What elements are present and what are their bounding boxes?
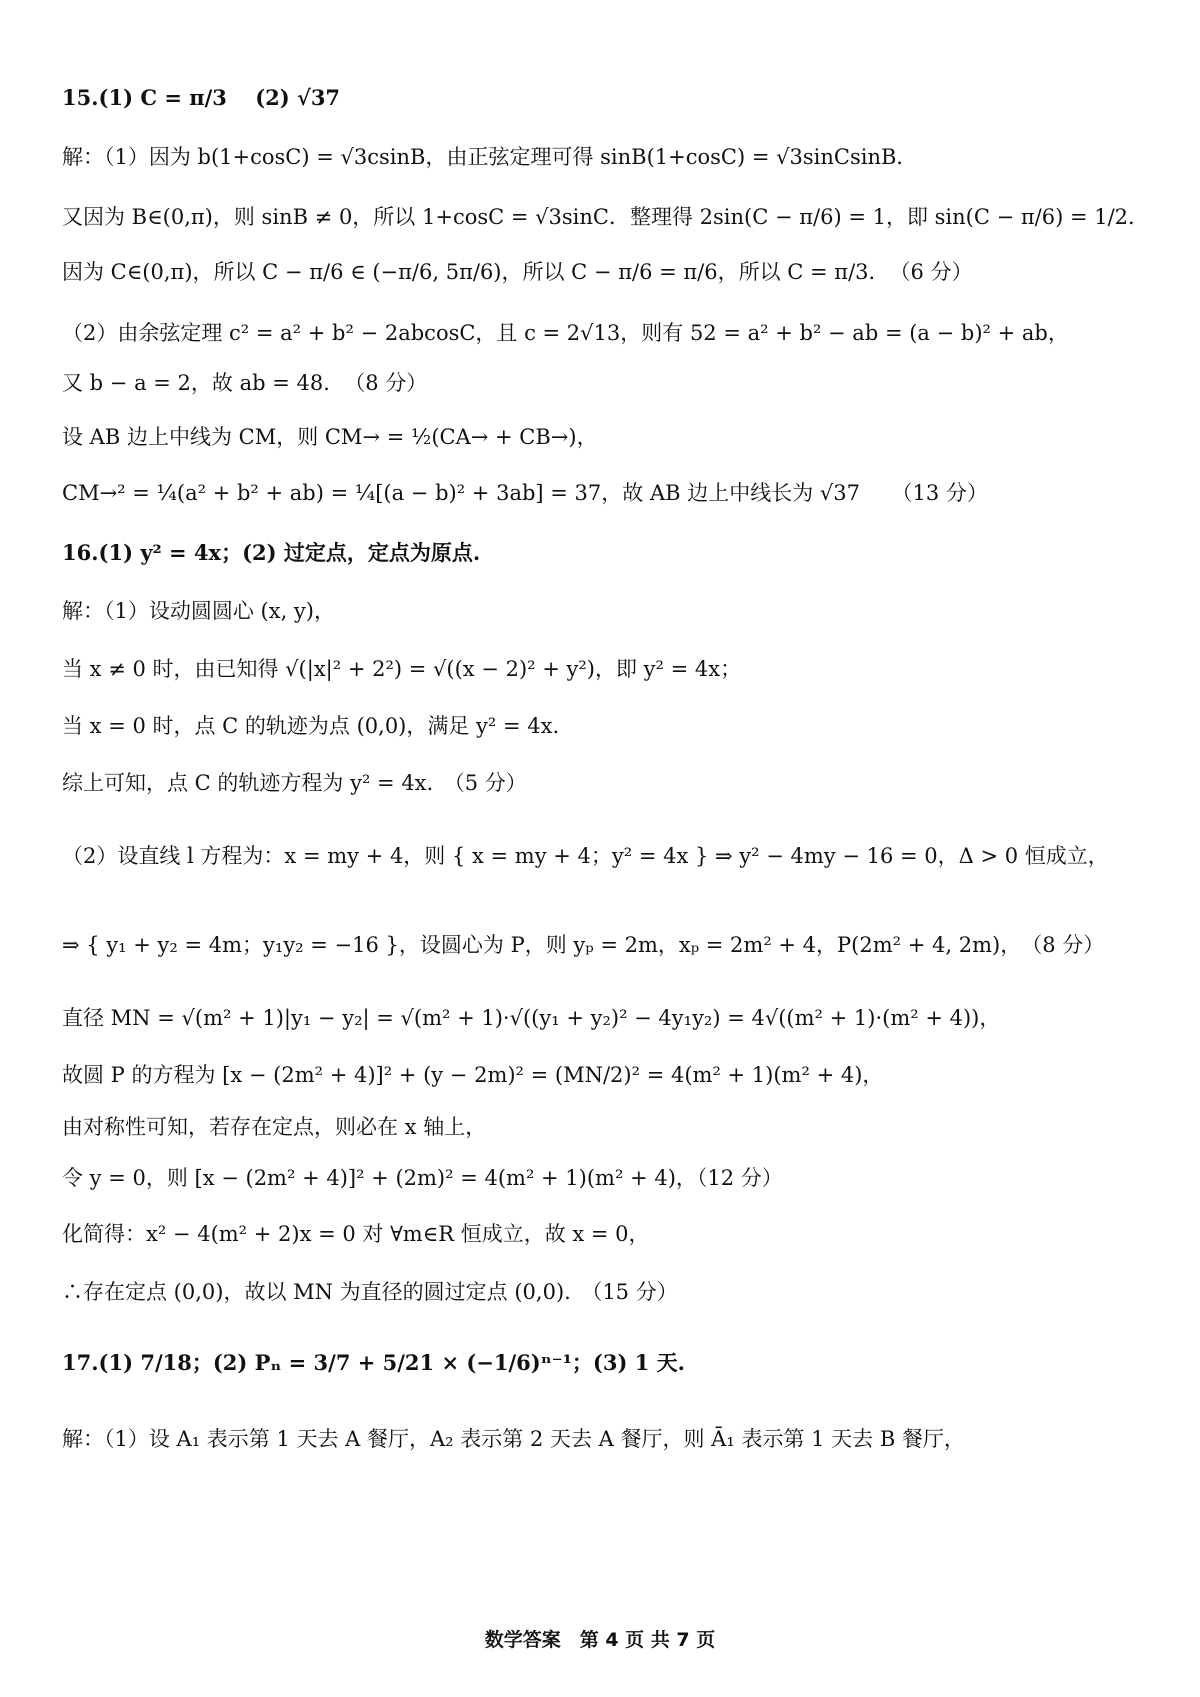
solution-line: （2）设直线 l 方程为：x = my + 4，则 { x = my + 4；y² = 4x } ⇒ y² − 4my − 16 = 0，Δ > 0 恒成立， xyxy=(62,844,1109,868)
solution-line: 17.(1) 7/18；(2) Pₙ = 3/7 + 5/21 × (−1/6)ⁿ⁻¹；(3) 1 天. xyxy=(62,1350,685,1375)
solution-line: 直径 MN = √(m² + 1)|y₁ − y₂| = √(m² + 1)·√((y₁ + y₂)² − 4y₁y₂) = 4√((m² + 1)·(m² + 4))， xyxy=(62,1006,1001,1030)
solution-line: ⇒ { y₁ + y₂ = 4m；y₁y₂ = −16 }，设圆心为 P，则 yₚ = 2m，xₚ = 2m² + 4，P(2m² + 4, 2m)， （8 分） xyxy=(62,933,1105,957)
solution-line: ∴存在定点 (0,0)，故以 MN 为直径的圆过定点 (0,0). （15 分） xyxy=(62,1280,678,1304)
page-footer: 数学答案 第 4 页 共 7 页 xyxy=(484,1629,716,1651)
solution-line: 故圆 P 的方程为 [x − (2m² + 4)]² + (y − 2m)² = (MN/2)² = 4(m² + 1)(m² + 4)， xyxy=(62,1063,884,1087)
solution-line: （2）由余弦定理 c² = a² + b² − 2abcosC，且 c = 2√13，则有 52 = a² + b² − ab = (a − b)² + ab， xyxy=(62,321,1069,345)
solution-line: 15.(1) C = π/3 (2) √37 xyxy=(62,85,341,110)
solution-line: 综上可知，点 C 的轨迹方程为 y² = 4x. （5 分） xyxy=(62,771,527,795)
solution-line: 16.(1) y² = 4x；(2) 过定点，定点为原点. xyxy=(62,540,481,565)
solution-line: 化简得：x² − 4(m² + 2)x = 0 对 ∀m∈R 恒成立，故 x = 0， xyxy=(62,1222,650,1246)
solution-line: 因为 C∈(0,π)，所以 C − π/6 ∈ (−π/6, 5π/6)，所以 C − π/6 = π/6，所以 C = π/3． （6 分） xyxy=(62,260,973,284)
solution-line: 当 x = 0 时，点 C 的轨迹为点 (0,0)，满足 y² = 4x. xyxy=(62,714,560,738)
solution-line: 解：（1）因为 b(1+cosC) = √3csinB，由正弦定理可得 sinB(1+cosC) = √3sinCsinB． xyxy=(62,145,918,169)
solution-line: 由对称性可知，若存在定点，则必在 x 轴上， xyxy=(62,1115,487,1139)
solution-line: 解：（1）设动圆圆心 (x, y)， xyxy=(62,599,335,623)
solution-line: 解：（1）设 A₁ 表示第 1 天去 A 餐厅，A₂ 表示第 2 天去 A 餐厅，则 Ā₁ 表示第 1 天去 B 餐厅， xyxy=(62,1427,965,1451)
solution-line: 又 b − a = 2，故 ab = 48． （8 分） xyxy=(62,371,428,395)
solution-line: CM→² = ¼(a² + b² + ab) = ¼[(a − b)² + 3ab] = 37，故 AB 边上中线长为 √37 （13 分） xyxy=(62,481,988,505)
solution-line: 又因为 B∈(0,π)，则 sinB ≠ 0，所以 1+cosC = √3sinC．整理得 2sin(C − π/6) = 1，即 sin(C − π/6) = 1/2． xyxy=(62,205,1150,229)
solution-line: 当 x ≠ 0 时，由已知得 √(|x|² + 2²) = √((x − 2)² + y²)，即 y² = 4x； xyxy=(62,657,742,681)
solution-line: 令 y = 0，则 [x − (2m² + 4)]² + (2m)² = 4(m² + 1)(m² + 4)，（12 分） xyxy=(62,1166,783,1190)
solution-line: 设 AB 边上中线为 CM，则 CM→ = ½(CA→ + CB→)， xyxy=(62,425,598,449)
